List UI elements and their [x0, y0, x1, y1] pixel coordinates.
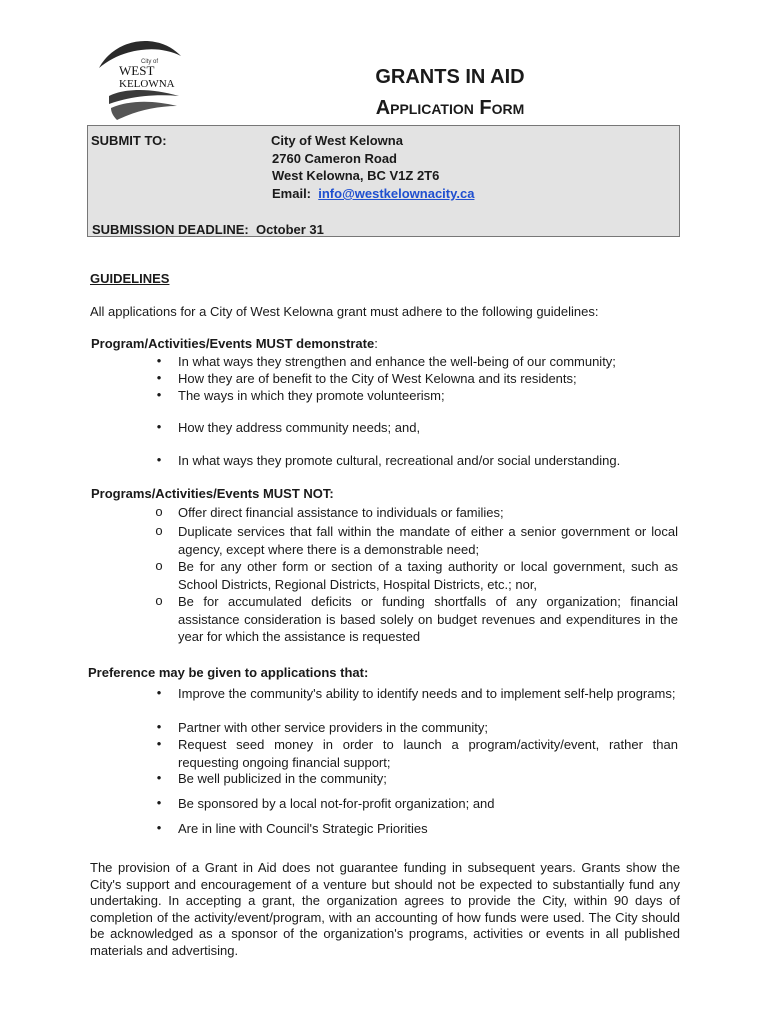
bullet-icon: •	[156, 736, 162, 751]
bullet-icon: •	[156, 770, 162, 785]
bullet-icon: •	[156, 820, 162, 835]
must-not-heading: Programs/Activities/Events MUST NOT:	[91, 486, 334, 501]
bullet-icon: •	[156, 795, 162, 810]
deadline-value: October 31	[255, 222, 324, 237]
bullet-icon: •	[156, 719, 162, 734]
submit-label: SUBMIT TO:	[91, 133, 167, 148]
preference-heading: Preference may be given to applications that:	[88, 665, 369, 680]
must-item: In what ways they strengthen and enhance the well-being of our community;	[178, 354, 616, 369]
email-label: Email:	[272, 186, 312, 201]
bullet-icon: •	[156, 452, 162, 467]
bullet-icon: •	[156, 370, 162, 385]
circle-bullet-icon: o	[155, 523, 163, 538]
closing-paragraph: The provision of a Grant in Aid does not guarantee funding in subsequent years. Grants show the City's support and encouragement of a venture but should not be expected to substantially fund any undertaking. In accepting a grant, the organization agrees to provide the City, within 90 days of completion of the activity/event/program, with an accounting of how funds were used. The City should be acknowledged as a sponsor of the organization's programs, activities or events in all published materials and advertising.	[90, 860, 680, 958]
logo-line2: KELOWNA	[119, 78, 175, 90]
address-line-1: City of West Kelowna	[271, 133, 403, 148]
city-logo	[95, 38, 187, 124]
preference-item: Partner with other service providers in the community;	[178, 720, 488, 735]
email-link[interactable]: info@westkelownacity.ca	[318, 186, 475, 201]
must-not-item: Be for any other form or section of a taxing authority or local government, such as School Districts, Regional Districts, Hospital Districts, etc.; nor,	[178, 559, 678, 592]
page-subtitle: Application Form	[375, 97, 525, 119]
preference-item: Be sponsored by a local not-for-profit organization; and	[178, 796, 495, 811]
must-item: In what ways they promote cultural, recreational and/or social understanding.	[178, 453, 621, 468]
must-heading: Program/Activities/Events MUST demonstrate	[91, 336, 375, 351]
circle-bullet-icon: o	[155, 504, 163, 519]
bullet-icon: •	[156, 419, 162, 434]
must-heading-colon: :	[374, 336, 378, 351]
must-item: How they address community needs; and,	[178, 420, 421, 435]
logo-small-text: City of	[141, 59, 159, 65]
address-line-3: West Kelowna, BC V1Z 2T6	[272, 168, 440, 183]
circle-bullet-icon: o	[155, 593, 163, 608]
must-not-item: Duplicate services that fall within the mandate of either a senior government or local agency, except where there is a demonstrable need;	[178, 524, 678, 557]
circle-bullet-icon: o	[155, 558, 163, 573]
bullet-icon: •	[156, 685, 162, 700]
preference-item: Be well publicized in the community;	[178, 771, 387, 786]
preference-item: Are in line with Council's Strategic Priorities	[178, 821, 428, 836]
preference-item: Request seed money in order to launch a program/activity/event, rather than requesting ongoing financial support;	[178, 737, 678, 770]
must-item: How they are of benefit to the City of West Kelowna and its residents;	[178, 371, 577, 386]
guidelines-intro: All applications for a City of West Kelowna grant must adhere to the following guidelines:	[90, 304, 599, 319]
must-not-item: Be for accumulated deficits or funding shortfalls of any organization; financial assistance consideration is based solely on budget revenues and expenditures in the year for which the assistance is requested	[178, 594, 678, 644]
page-title: GRANTS IN AID	[375, 66, 525, 88]
deadline-label: SUBMISSION DEADLINE:	[92, 222, 249, 237]
preference-item: Improve the community's ability to identify needs and to implement self-help programs;	[178, 686, 676, 701]
guidelines-heading: GUIDELINES	[90, 271, 170, 286]
logo-line1: WEST	[119, 63, 155, 78]
must-item: The ways in which they promote volunteerism;	[178, 388, 445, 403]
address-line-2: 2760 Cameron Road	[272, 151, 397, 166]
must-not-item: Offer direct financial assistance to individuals or families;	[178, 505, 504, 520]
bullet-icon: •	[156, 353, 162, 368]
bullet-icon: •	[156, 387, 162, 402]
